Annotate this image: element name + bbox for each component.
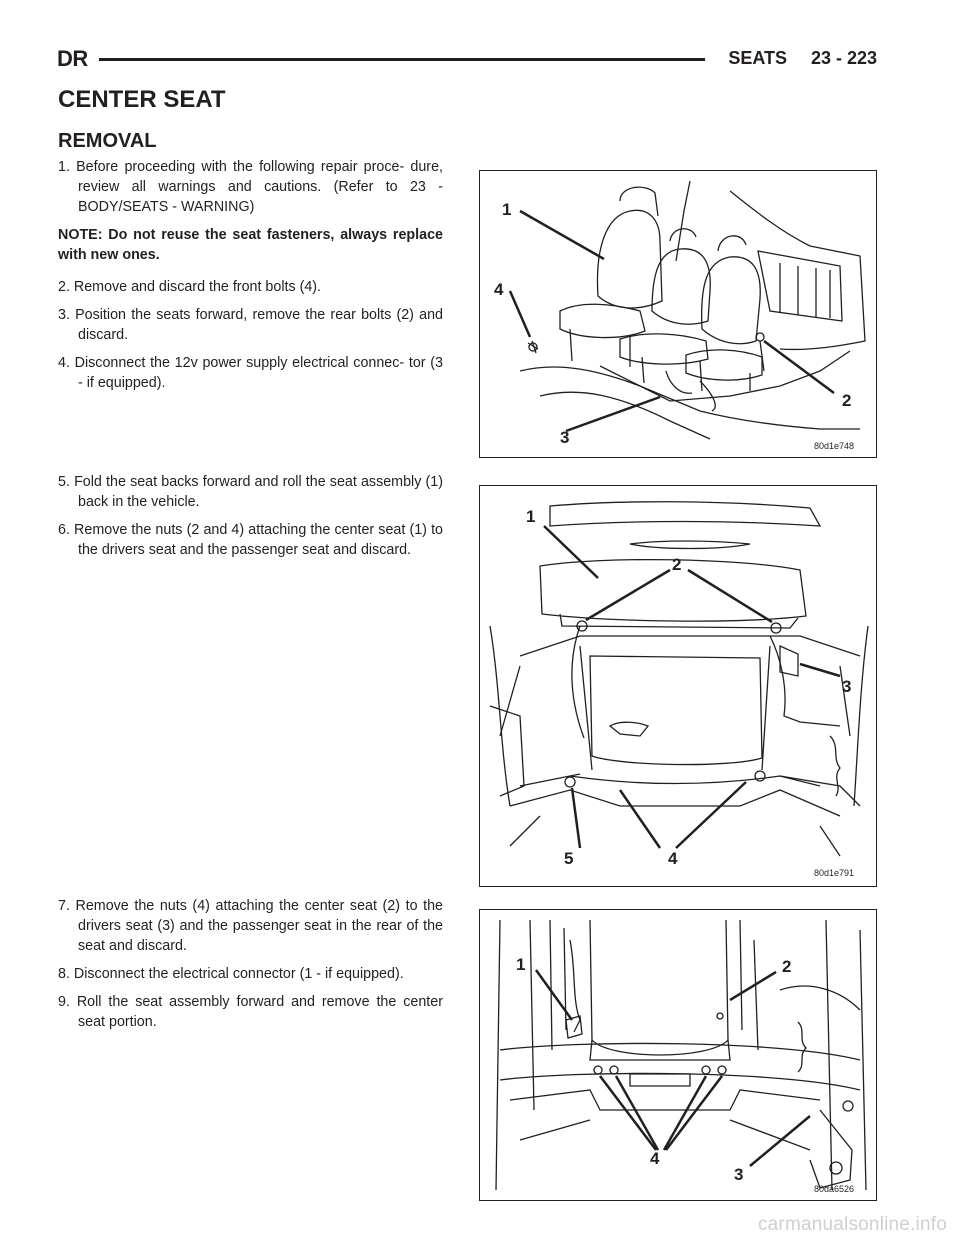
page-header <box>57 44 877 74</box>
procedure-block-3 <box>58 896 443 1040</box>
callout-label: 4 <box>494 280 504 299</box>
section-subtitle: REMOVAL <box>58 130 157 152</box>
callout-label: 2 <box>782 957 792 976</box>
callout-label: 1 <box>516 955 526 974</box>
procedure-block-2 <box>58 472 443 568</box>
callout-label: 1 <box>526 507 536 526</box>
figure-code: 80d1e748 <box>814 441 855 451</box>
header-rule <box>99 58 705 61</box>
section-name: SEATS <box>728 48 787 68</box>
center-seat-rear-nuts-illustration <box>480 910 876 1200</box>
seat-bolts-illustration <box>480 171 876 457</box>
callout-label: 4 <box>668 849 678 868</box>
model-code: DR <box>57 46 88 71</box>
watermark: carmanualsonline.info <box>757 1214 947 1235</box>
callout-label: 4 <box>650 1149 660 1168</box>
figure-seat-removal-bolts <box>479 170 877 458</box>
step-9: 9. Roll the seat assembly forward and remove the center seat portion. <box>58 994 443 1030</box>
page-number: 23 - 223 <box>810 48 877 68</box>
page-title: CENTER SEAT <box>58 86 226 113</box>
callout-label: 2 <box>672 555 682 574</box>
callout-label: 2 <box>842 391 852 410</box>
callout-label: 5 <box>564 849 574 868</box>
step-3: 3. Position the seats forward, remove the rear bolts (2) and discard. <box>58 307 443 343</box>
figure-code: 80da6526 <box>814 1184 855 1194</box>
step-2: 2. Remove and discard the front bolts (4). <box>58 279 322 295</box>
step-6: 6. Remove the nuts (2 and 4) attaching the center seat (1) to the drivers seat and the passenger seat and discard. <box>58 522 443 558</box>
figure-code: 80d1e791 <box>814 868 855 878</box>
procedure-block-1 <box>58 157 443 401</box>
step-4: 4. Disconnect the 12v power supply electrical connec- tor (3 - if equipped). <box>58 355 443 391</box>
callout-label: 1 <box>502 200 512 219</box>
callout-label: 3 <box>842 677 852 696</box>
callout-label: 3 <box>560 428 570 447</box>
step-5: 5. Fold the seat backs forward and roll the seat assembly (1) back in the vehicle. <box>58 474 443 510</box>
figure-center-seat-nuts <box>479 485 877 887</box>
step-8: 8. Disconnect the electrical connector (1 - if equipped). <box>58 966 404 982</box>
step-7: 7. Remove the nuts (4) attaching the center seat (2) to the drivers seat (3) and the passenger seat in the rear of the seat and discard. <box>58 898 443 954</box>
step-1: 1. Before proceeding with the following repair proce- dure, review all warnings and cautions. (Refer to 23 - BODY/SEATS - WARNING) <box>58 159 443 215</box>
callout-label: 3 <box>734 1165 744 1184</box>
note: NOTE: Do not reuse the seat fasteners, always replace with new ones. <box>58 227 443 263</box>
figure-center-seat-rear-nuts <box>479 909 877 1201</box>
center-seat-nuts-illustration <box>480 486 876 886</box>
